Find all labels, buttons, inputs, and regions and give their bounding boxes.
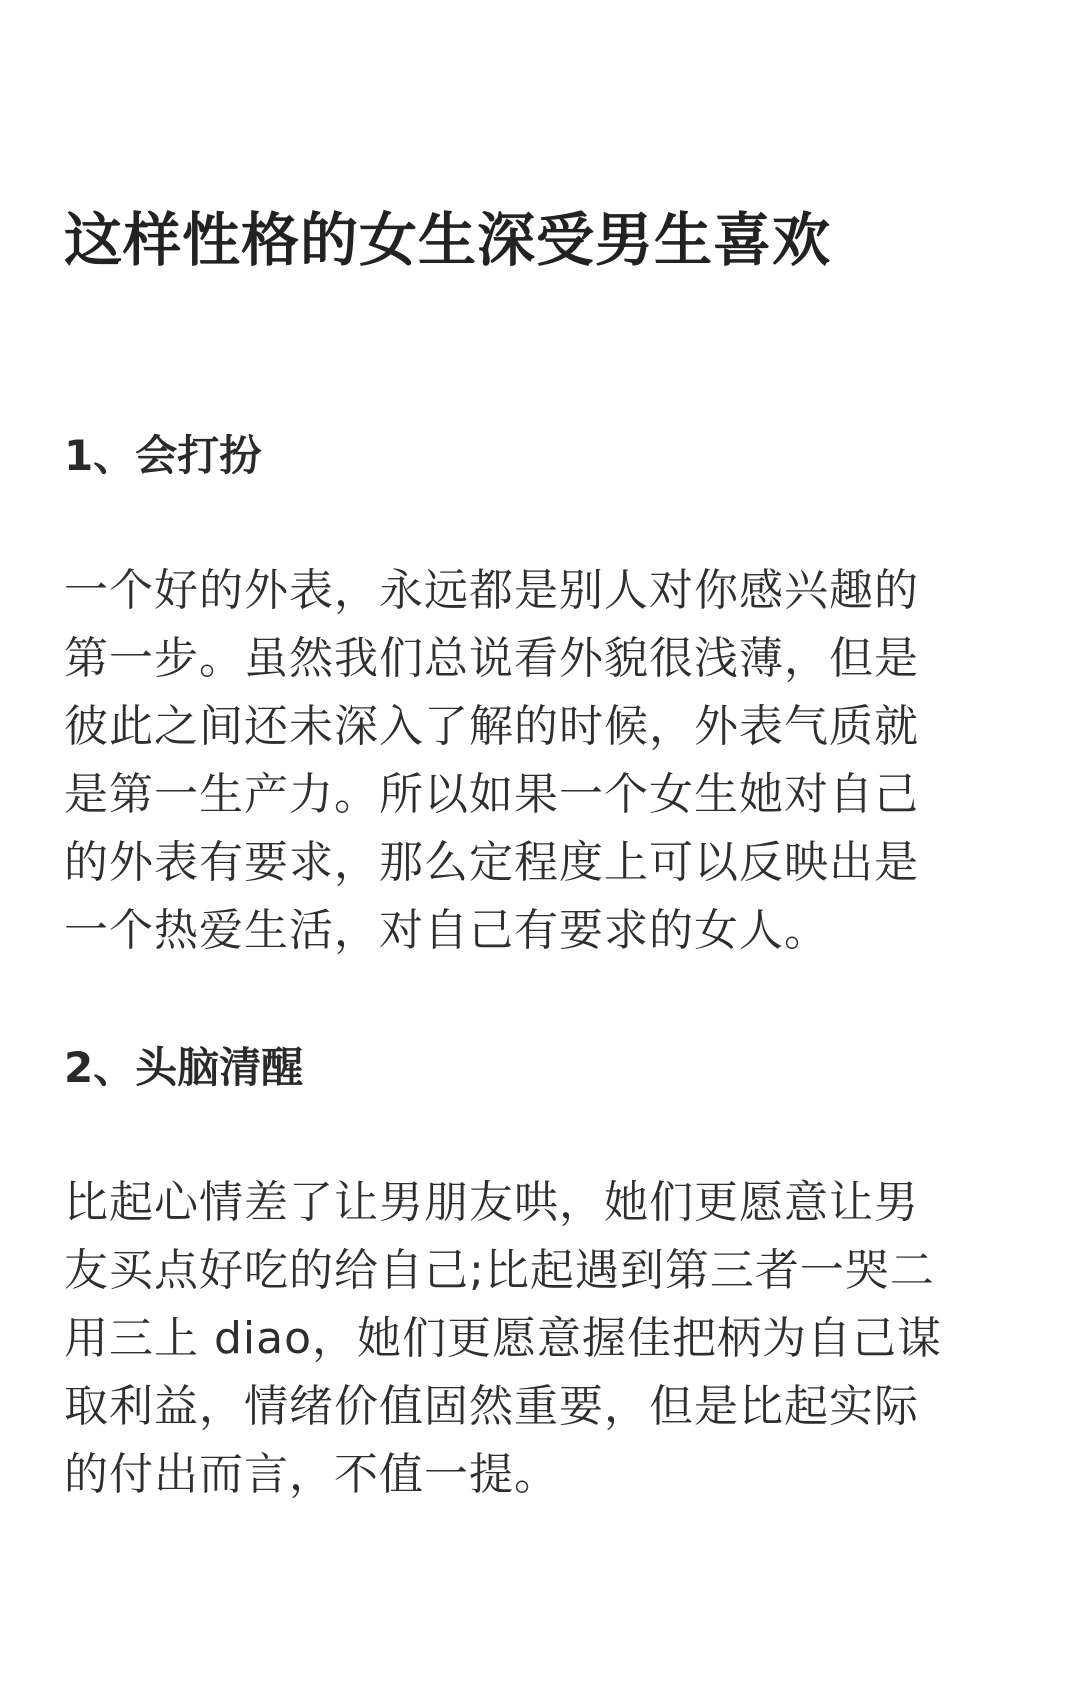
article-title: 这样性格的女生深受男生喜欢 — [64, 206, 832, 274]
paragraph-line: 第一步。虽然我们总说看外貌很浅薄，但是 — [64, 633, 919, 684]
section-paragraph-clear-minded — [64, 1169, 942, 1509]
paragraph-line: 一个好的外表，永远都是别人对你感兴趣的 — [64, 565, 919, 616]
paragraph-line: 取利益，情绪价值固然重要，但是比起实际 — [64, 1381, 919, 1432]
paragraph-line: 一个热爱生活，对自己有要求的女人。 — [64, 905, 829, 956]
section-heading-clear-minded: 2、头脑清醒 — [64, 1043, 304, 1092]
paragraph-line: 友买点好吃的给自己;比起遇到第三者一哭二 — [64, 1245, 935, 1296]
paragraph-line: 的外表有要求，那么定程度上可以反映出是 — [64, 837, 919, 888]
section-heading-dress-up: 1、会打扮 — [64, 431, 262, 480]
section-paragraph-dress-up — [64, 557, 919, 965]
paragraph-line: 是第一生产力。所以如果一个女生她对自己 — [64, 769, 919, 820]
paragraph-line: 的付出而言，不值一提。 — [64, 1449, 559, 1500]
paragraph-line: 用三上 diao，她们更愿意握佳把柄为自己谋 — [64, 1313, 943, 1364]
paragraph-line: 比起心情差了让男朋友哄，她们更愿意让男 — [64, 1177, 919, 1228]
paragraph-line: 彼此之间还未深入了解的时候，外表气质就 — [64, 701, 919, 752]
